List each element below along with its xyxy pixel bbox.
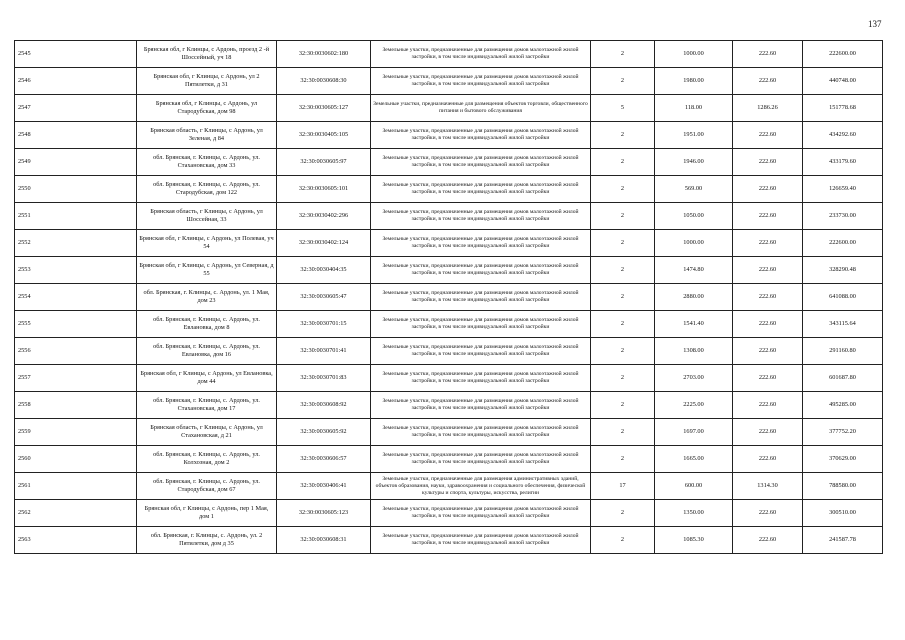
address-cell: обл. Брянская, г. Клинцы, с. Ардонь, ул. 2 Пятилетки, дом д 35: [137, 527, 277, 554]
use-group-cell: 2: [591, 284, 655, 311]
address-cell: обл. Брянская, г. Клинцы, с. Ардонь, ул. Стахановская, дом 17: [137, 392, 277, 419]
specific-value-cell: 222.60: [733, 176, 803, 203]
use-group-cell: 2: [591, 311, 655, 338]
area-cell: 600.00: [655, 473, 733, 500]
area-cell: 2703.00: [655, 365, 733, 392]
cadastral-number-cell: 32:30:0030608:31: [277, 527, 371, 554]
cadastral-value-cell: 370629.00: [803, 446, 883, 473]
cadastral-number-cell: 32:30:0030701:41: [277, 338, 371, 365]
specific-value-cell: 1286.26: [733, 95, 803, 122]
cadastral-value-cell: 433179.60: [803, 149, 883, 176]
cadastral-value-cell: 126659.40: [803, 176, 883, 203]
address-cell: обл. Брянская, г. Клинцы, с. Ардонь, ул. Евлановка, дом 16: [137, 338, 277, 365]
area-cell: 1946.00: [655, 149, 733, 176]
table-row: [15, 311, 883, 338]
table-row: [15, 419, 883, 446]
table-row: [15, 122, 883, 149]
land-use-cell: Земельные участки, предназначенные для размещения домов малоэтажной жилой застройки, в том числе индивидуальной жилой застройки: [371, 500, 591, 527]
address-cell: обл. Брянская, г. Клинцы, с. Ардонь, ул. 1 Мая, дом 23: [137, 284, 277, 311]
row-number: 2550: [15, 176, 137, 203]
row-number: 2561: [15, 473, 137, 500]
area-cell: 1050.00: [655, 203, 733, 230]
row-number: 2547: [15, 95, 137, 122]
cadastral-number-cell: 32:30:0030701:83: [277, 365, 371, 392]
land-use-cell: Земельные участки, предназначенные для размещения домов малоэтажной жилой застройки, в том числе индивидуальной жилой застройки: [371, 365, 591, 392]
specific-value-cell: 222.60: [733, 284, 803, 311]
specific-value-cell: 222.60: [733, 230, 803, 257]
specific-value-cell: 222.60: [733, 500, 803, 527]
address-cell: Брянская обл, г Клинцы, с Ардонь, проезд 2 -й Шоссейный, уч 18: [137, 41, 277, 68]
land-use-cell: Земельные участки, предназначенные для размещения домов малоэтажной жилой застройки, в том числе индивидуальной жилой застройки: [371, 257, 591, 284]
use-group-cell: 2: [591, 68, 655, 95]
land-use-cell: Земельные участки, предназначенные для размещения домов малоэтажной жилой застройки, в том числе индивидуальной жилой застройки: [371, 338, 591, 365]
row-number: 2545: [15, 41, 137, 68]
use-group-cell: 2: [591, 122, 655, 149]
area-cell: 1308.00: [655, 338, 733, 365]
table-row: [15, 500, 883, 527]
cadastral-number-cell: 32:30:0030608:30: [277, 68, 371, 95]
specific-value-cell: 222.60: [733, 68, 803, 95]
cadastral-number-cell: 32:30:0030402:124: [277, 230, 371, 257]
land-use-cell: Земельные участки, предназначенные для размещения домов малоэтажной жилой застройки, в том числе индивидуальной жилой застройки: [371, 392, 591, 419]
cadastral-number-cell: 32:30:0030406:41: [277, 473, 371, 500]
area-cell: 1474.80: [655, 257, 733, 284]
cadastral-number-cell: 32:30:0030405:105: [277, 122, 371, 149]
use-group-cell: 2: [591, 392, 655, 419]
use-group-cell: 2: [591, 419, 655, 446]
cadastral-number-cell: 32:30:0030605:47: [277, 284, 371, 311]
table-row: [15, 392, 883, 419]
table-row: [15, 338, 883, 365]
page-number: 137: [868, 19, 882, 29]
use-group-cell: 2: [591, 203, 655, 230]
address-cell: Брянская обл, г Клинцы, с Ардонь, ул Евлановка, дом 44: [137, 365, 277, 392]
cadastral-number-cell: 32:30:0030605:127: [277, 95, 371, 122]
use-group-cell: 2: [591, 257, 655, 284]
specific-value-cell: 222.60: [733, 311, 803, 338]
address-cell: Брянская область, г Клинцы, с Ардонь, ул Зеленая, д 84: [137, 122, 277, 149]
address-cell: Брянская обл, г Клинцы, с Ардонь, ул Полевая, уч 54: [137, 230, 277, 257]
area-cell: 1085.30: [655, 527, 733, 554]
area-cell: 2880.00: [655, 284, 733, 311]
land-use-cell: Земельные участки, предназначенные для размещения домов малоэтажной жилой застройки, в том числе индивидуальной жилой застройки: [371, 446, 591, 473]
table-row: [15, 176, 883, 203]
address-cell: Брянская обл, г Клинцы, с Ардонь, ул Северная, д 55: [137, 257, 277, 284]
cadastral-number-cell: 32:30:0030608:92: [277, 392, 371, 419]
specific-value-cell: 222.60: [733, 203, 803, 230]
use-group-cell: 2: [591, 527, 655, 554]
land-use-cell: Земельные участки, предназначенные для размещения объектов торговли, общественного питания и бытового обслуживания: [371, 95, 591, 122]
specific-value-cell: 222.60: [733, 122, 803, 149]
table-body: [15, 41, 883, 554]
land-use-cell: Земельные участки, предназначенные для размещения домов малоэтажной жилой застройки, в том числе индивидуальной жилой застройки: [371, 203, 591, 230]
land-use-cell: Земельные участки, предназначенные для размещения домов малоэтажной жилой застройки, в том числе индивидуальной жилой застройки: [371, 149, 591, 176]
use-group-cell: 2: [591, 149, 655, 176]
area-cell: 2225.00: [655, 392, 733, 419]
cadastral-value-cell: 328290.48: [803, 257, 883, 284]
cadastral-number-cell: 32:30:0030605:123: [277, 500, 371, 527]
land-use-cell: Земельные участки, предназначенные для размещения домов малоэтажной жилой застройки, в том числе индивидуальной жилой застройки: [371, 68, 591, 95]
cadastral-value-cell: 291160.80: [803, 338, 883, 365]
row-number: 2552: [15, 230, 137, 257]
address-cell: Брянская обл, г Клинцы, с Ардонь, ул Стародубская, дом 98: [137, 95, 277, 122]
row-number: 2546: [15, 68, 137, 95]
table-row: [15, 149, 883, 176]
specific-value-cell: 222.60: [733, 527, 803, 554]
table-row: [15, 203, 883, 230]
address-cell: Брянская обл, г Клинцы, с Ардонь, пер 1 Мая, дом 1: [137, 500, 277, 527]
cadastral-value-table: [14, 40, 883, 554]
use-group-cell: 2: [591, 365, 655, 392]
table-row: [15, 527, 883, 554]
area-cell: 1665.00: [655, 446, 733, 473]
row-number: 2562: [15, 500, 137, 527]
cadastral-value-cell: 601687.80: [803, 365, 883, 392]
use-group-cell: 2: [591, 338, 655, 365]
cadastral-value-cell: 343115.64: [803, 311, 883, 338]
cadastral-value-cell: 300510.00: [803, 500, 883, 527]
row-number: 2554: [15, 284, 137, 311]
specific-value-cell: 222.60: [733, 365, 803, 392]
row-number: 2555: [15, 311, 137, 338]
land-use-cell: Земельные участки, предназначенные для размещения домов малоэтажной жилой застройки, в том числе индивидуальной жилой застройки: [371, 527, 591, 554]
cadastral-value-cell: 788580.00: [803, 473, 883, 500]
land-use-cell: Земельные участки, предназначенные для размещения домов малоэтажной жилой застройки, в том числе индивидуальной жилой застройки: [371, 122, 591, 149]
table-row: [15, 257, 883, 284]
cadastral-value-cell: 222600.00: [803, 230, 883, 257]
specific-value-cell: 222.60: [733, 149, 803, 176]
land-use-cell: Земельные участки, предназначенные для размещения административных зданий, объектов образования, науки, здравоохранения и социального обеспечения, физической культуры и спорта, культуры, искусства, религии: [371, 473, 591, 500]
area-cell: 1697.00: [655, 419, 733, 446]
cadastral-value-cell: 440748.00: [803, 68, 883, 95]
row-number: 2560: [15, 446, 137, 473]
area-cell: 1980.00: [655, 68, 733, 95]
address-cell: Брянская область, г Клинцы, с Ардонь, ул Шоссейная, 33: [137, 203, 277, 230]
use-group-cell: 2: [591, 500, 655, 527]
land-use-cell: Земельные участки, предназначенные для размещения домов малоэтажной жилой застройки, в том числе индивидуальной жилой застройки: [371, 41, 591, 68]
row-number: 2553: [15, 257, 137, 284]
cadastral-number-cell: 32:30:0030605:92: [277, 419, 371, 446]
area-cell: 1000.00: [655, 41, 733, 68]
address-cell: обл. Брянская, г. Клинцы, с. Ардонь, ул. Стародубская, дом 122: [137, 176, 277, 203]
row-number: 2558: [15, 392, 137, 419]
area-cell: 1541.40: [655, 311, 733, 338]
cadastral-value-cell: 434292.60: [803, 122, 883, 149]
row-number: 2557: [15, 365, 137, 392]
address-cell: обл. Брянская, г. Клинцы, с. Ардонь, ул. Стахановская, дом 33: [137, 149, 277, 176]
specific-value-cell: 1314.30: [733, 473, 803, 500]
cadastral-number-cell: 32:30:0030605:97: [277, 149, 371, 176]
table-row: [15, 365, 883, 392]
row-number: 2551: [15, 203, 137, 230]
area-cell: 1000.00: [655, 230, 733, 257]
use-group-cell: 2: [591, 446, 655, 473]
specific-value-cell: 222.60: [733, 446, 803, 473]
area-cell: 569.00: [655, 176, 733, 203]
cadastral-number-cell: 32:30:0030606:57: [277, 446, 371, 473]
cadastral-value-cell: 495285.00: [803, 392, 883, 419]
address-cell: обл. Брянская, г. Клинцы, с. Ардонь, ул. Стародубская, дом 67: [137, 473, 277, 500]
row-number: 2563: [15, 527, 137, 554]
table-row: [15, 230, 883, 257]
specific-value-cell: 222.60: [733, 419, 803, 446]
address-cell: Брянская обл, г Клинцы, с Ардонь, ул 2 Пятилетки, д 31: [137, 68, 277, 95]
table-row: [15, 68, 883, 95]
area-cell: 1951.00: [655, 122, 733, 149]
specific-value-cell: 222.60: [733, 338, 803, 365]
land-use-cell: Земельные участки, предназначенные для размещения домов малоэтажной жилой застройки, в том числе индивидуальной жилой застройки: [371, 284, 591, 311]
table-row: [15, 41, 883, 68]
cadastral-number-cell: 32:30:0030402:296: [277, 203, 371, 230]
area-cell: 1350.00: [655, 500, 733, 527]
table-row: [15, 446, 883, 473]
use-group-cell: 17: [591, 473, 655, 500]
cadastral-value-cell: 641088.00: [803, 284, 883, 311]
specific-value-cell: 222.60: [733, 257, 803, 284]
land-use-cell: Земельные участки, предназначенные для размещения домов малоэтажной жилой застройки, в том числе индивидуальной жилой застройки: [371, 419, 591, 446]
use-group-cell: 2: [591, 41, 655, 68]
cadastral-number-cell: 32:30:0030701:15: [277, 311, 371, 338]
table-row: [15, 473, 883, 500]
address-cell: обл. Брянская, г. Клинцы, с. Ардонь, ул. Колхозная, дом 2: [137, 446, 277, 473]
specific-value-cell: 222.60: [733, 41, 803, 68]
cadastral-number-cell: 32:30:0030605:101: [277, 176, 371, 203]
cadastral-number-cell: 32:30:0030404:35: [277, 257, 371, 284]
use-group-cell: 5: [591, 95, 655, 122]
cadastral-value-cell: 241587.78: [803, 527, 883, 554]
address-cell: обл. Брянская, г. Клинцы, с. Ардонь, ул. Евлановка, дом 8: [137, 311, 277, 338]
land-use-cell: Земельные участки, предназначенные для размещения домов малоэтажной жилой застройки, в том числе индивидуальной жилой застройки: [371, 176, 591, 203]
area-cell: 118.00: [655, 95, 733, 122]
use-group-cell: 2: [591, 230, 655, 257]
row-number: 2549: [15, 149, 137, 176]
land-use-cell: Земельные участки, предназначенные для размещения домов малоэтажной жилой застройки, в том числе индивидуальной жилой застройки: [371, 311, 591, 338]
cadastral-value-cell: 377752.20: [803, 419, 883, 446]
cadastral-value-cell: 222600.00: [803, 41, 883, 68]
address-cell: Брянская область, г Клинцы, с Ардонь, ул Стахановская, д 21: [137, 419, 277, 446]
cadastral-number-cell: 32:30:0030602:180: [277, 41, 371, 68]
use-group-cell: 2: [591, 176, 655, 203]
row-number: 2548: [15, 122, 137, 149]
table-row: [15, 95, 883, 122]
row-number: 2556: [15, 338, 137, 365]
cadastral-value-cell: 151778.68: [803, 95, 883, 122]
specific-value-cell: 222.60: [733, 392, 803, 419]
cadastral-value-cell: 233730.00: [803, 203, 883, 230]
land-use-cell: Земельные участки, предназначенные для размещения домов малоэтажной жилой застройки, в том числе индивидуальной жилой застройки: [371, 230, 591, 257]
table-row: [15, 284, 883, 311]
row-number: 2559: [15, 419, 137, 446]
